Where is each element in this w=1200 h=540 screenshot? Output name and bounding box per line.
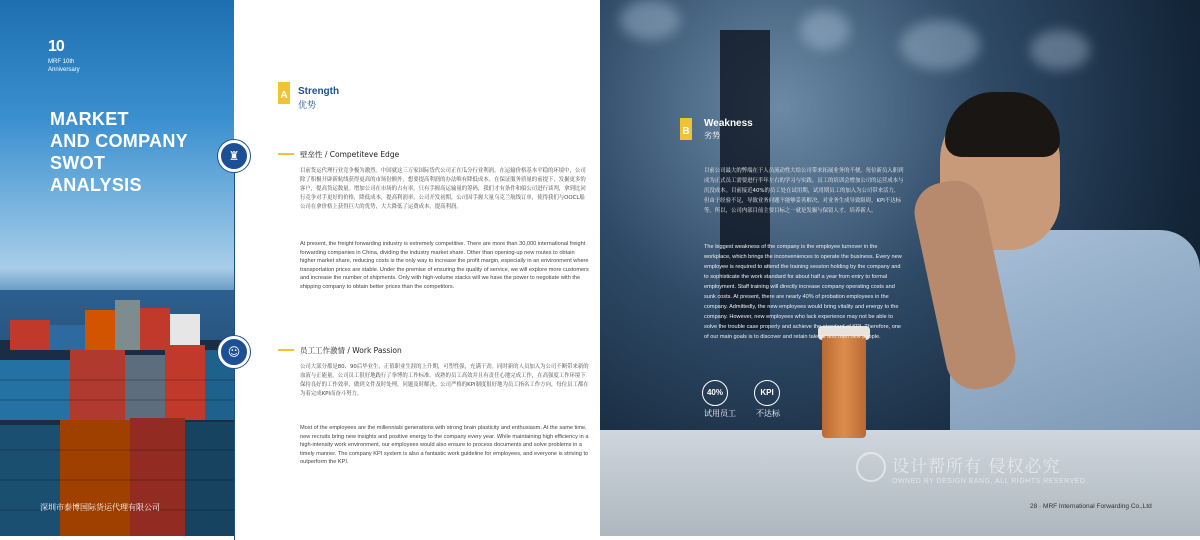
trophy-icon: ♜ [218, 140, 250, 172]
competitive-edge-cn-text: 目前货运代理行业竞争极为激烈。中国就这三万家国际货代公司正在瓜分行业利润。在运输价格基本平稳的环境中，公司除了积极开辟新航线获得更高的市场份额外，想要提高利润的办法唯有降低成本。在保证服务质量的前提下，发掘更多的客户，提高货运数量。增加公司在市场的占有率。只有手握高运输量的筹码，我们才有条件和船公司进行谈判，拿到比同行竞争对手更好的价格，降低成本，提高利润率。公司开发初期，公司因手握大量乌克兰航线订单，使得我们与OOCL船公司在拿价格上获得巨大的优势，大大降低了运费成本，提高利润。 [300, 168, 586, 210]
page-number: 28 [1030, 503, 1038, 510]
bokeh-light [900, 20, 980, 70]
weakness-en-text: The biggest weakness of the company is the employee turnover in the workplace, which brings the inconveniences to operate the business. Every new employee is required to attend the training session holding by the company and to sophisticate the work standard for about half a year from entry to formal employment. Staff training will directly increase company operating costs and sunk costs. At present, there are nearly 40% of probation employees in the company. Admittedly, the new employees would bring vitality and energy to the company. However, new employees who lack experience may not be able to solve the trouble case properly and achieve the standard of KPI. Therefore, one of our main goals is to discover and retain talents and train new people. [704, 244, 902, 340]
watermark-logo-icon [856, 452, 886, 482]
watermark-cn: 设计帮所有 侵权必究 [892, 457, 1061, 477]
logo-number: 10 [48, 38, 64, 55]
accent-dash [278, 349, 294, 351]
container-ship-illustration [0, 300, 234, 536]
section-badge-a: A [278, 82, 290, 104]
title-line: MARKET [50, 109, 129, 129]
page-footer [1030, 503, 1152, 510]
bokeh-light [800, 10, 850, 50]
weakness-page [600, 0, 1200, 536]
page-title [50, 108, 188, 196]
competitive-edge-heading: 壁垒性 / Competiteve Edge [300, 150, 400, 159]
title-line: ANALYSIS [50, 175, 142, 195]
coffee-cup [822, 336, 866, 438]
weakness-cn-text: 目前公司最大的弊端在于人员流动性大给公司带来拓展业务的不便。每位新员入职到成为正式员工需要进行半年左右的学习与实践。员工的培训会增加公司的运营成本与沉没成本。目前接近40%的员工处在试用期，试用期员工的加入为公司带来活力，但由于经验不足，导致业务问题不能够妥善解决，对业务生成导致阻碍，KPI不达标等。所以，公司内部目前主要目标之一就是发掘与保留人才，培养新人。 [704, 168, 904, 214]
strength-page [227, 0, 600, 536]
work-passion-cn-text: 公司大部分都是80、90后毕业生，正值职业生涯的上升期，可塑性强，充满干劲。同时新的人员加入为公司不断带来新的血液与正能量。公司员工很好地践行了拳博的工作标准。成熟的员工高效并且有责任心地完成工作，在高强度工作环境下保持良好的工作效率，做到文件及时处理，问题及时解决。公司严格的KPI制度很好地为员工指名工作方向，每位员工都在为着完成KPI而奋斗努力。 [300, 364, 589, 397]
probation-stat-label: 试用员工 [704, 409, 736, 418]
weakness-title-en: Weakness [704, 118, 753, 129]
kpi-stat-label: 不达标 [756, 409, 780, 418]
anniversary-logo [48, 38, 80, 74]
kpi-stat-circle: KPI [754, 380, 780, 406]
footer-company: MRF International Forwarding Co.,Ltd [1043, 503, 1152, 510]
strength-title-cn: 优势 [298, 101, 317, 111]
work-passion-heading: 员工工作激情 / Work Passion [300, 346, 402, 355]
section-badge-b: B [680, 118, 692, 140]
work-passion-en-text: Most of the employees are the millennials generations with strong brain plasticity and enthusiasm. At the same time, new recruits bring new insights and positive energy to the company every year. While maintaining high efficiency in a high-intensity work environment, our employees would also ensure to process documents and solve problems in a timely manner. The company KPI system is also a fantastic work guideline for employees, and everyone is striving to outperform the KPI. [300, 425, 589, 466]
probation-stat-circle: 40% [702, 380, 728, 406]
accent-dash [278, 153, 294, 155]
title-line: AND COMPANY [50, 131, 188, 151]
cargo-ship-photo [0, 0, 234, 536]
footer-separator: · [1039, 503, 1044, 510]
logo-line1: MRF 10th [48, 59, 75, 65]
strength-title-en: Strength [298, 86, 340, 97]
logo-line2: Anniversary [48, 67, 80, 73]
title-line: SWOT [50, 153, 106, 173]
bokeh-light [1030, 30, 1090, 70]
weakness-title-cn: 劣势 [704, 131, 720, 140]
person-hair [945, 92, 1060, 157]
bokeh-light [620, 0, 680, 40]
watermark-en: OWNED BY DESIGN BANG, ALL RIGHTS RESERVED. [892, 478, 1088, 485]
competitive-edge-en-text: At present, the freight forwarding industry is extremely competitive. There are more than 30,000 international freight forwarding companies in China, dividing the industry market share. Other than opening-up new routes to obtain higher market share, reducing costs is the only way to increase the profit margin, especially in an environment where transportation prices are stable. Under the premise of ensuring the quality of service, we will explore more customers and increase the number of shipments. Only with high-volume stacks will we have the power to negotiate with the shipping company to obtain better prices than the competitors. [300, 241, 589, 290]
team-icon: ☺ [218, 336, 250, 368]
watermark [892, 452, 1088, 485]
company-name-cn: 深圳市泰博国际货运代理有限公司 [40, 503, 160, 512]
